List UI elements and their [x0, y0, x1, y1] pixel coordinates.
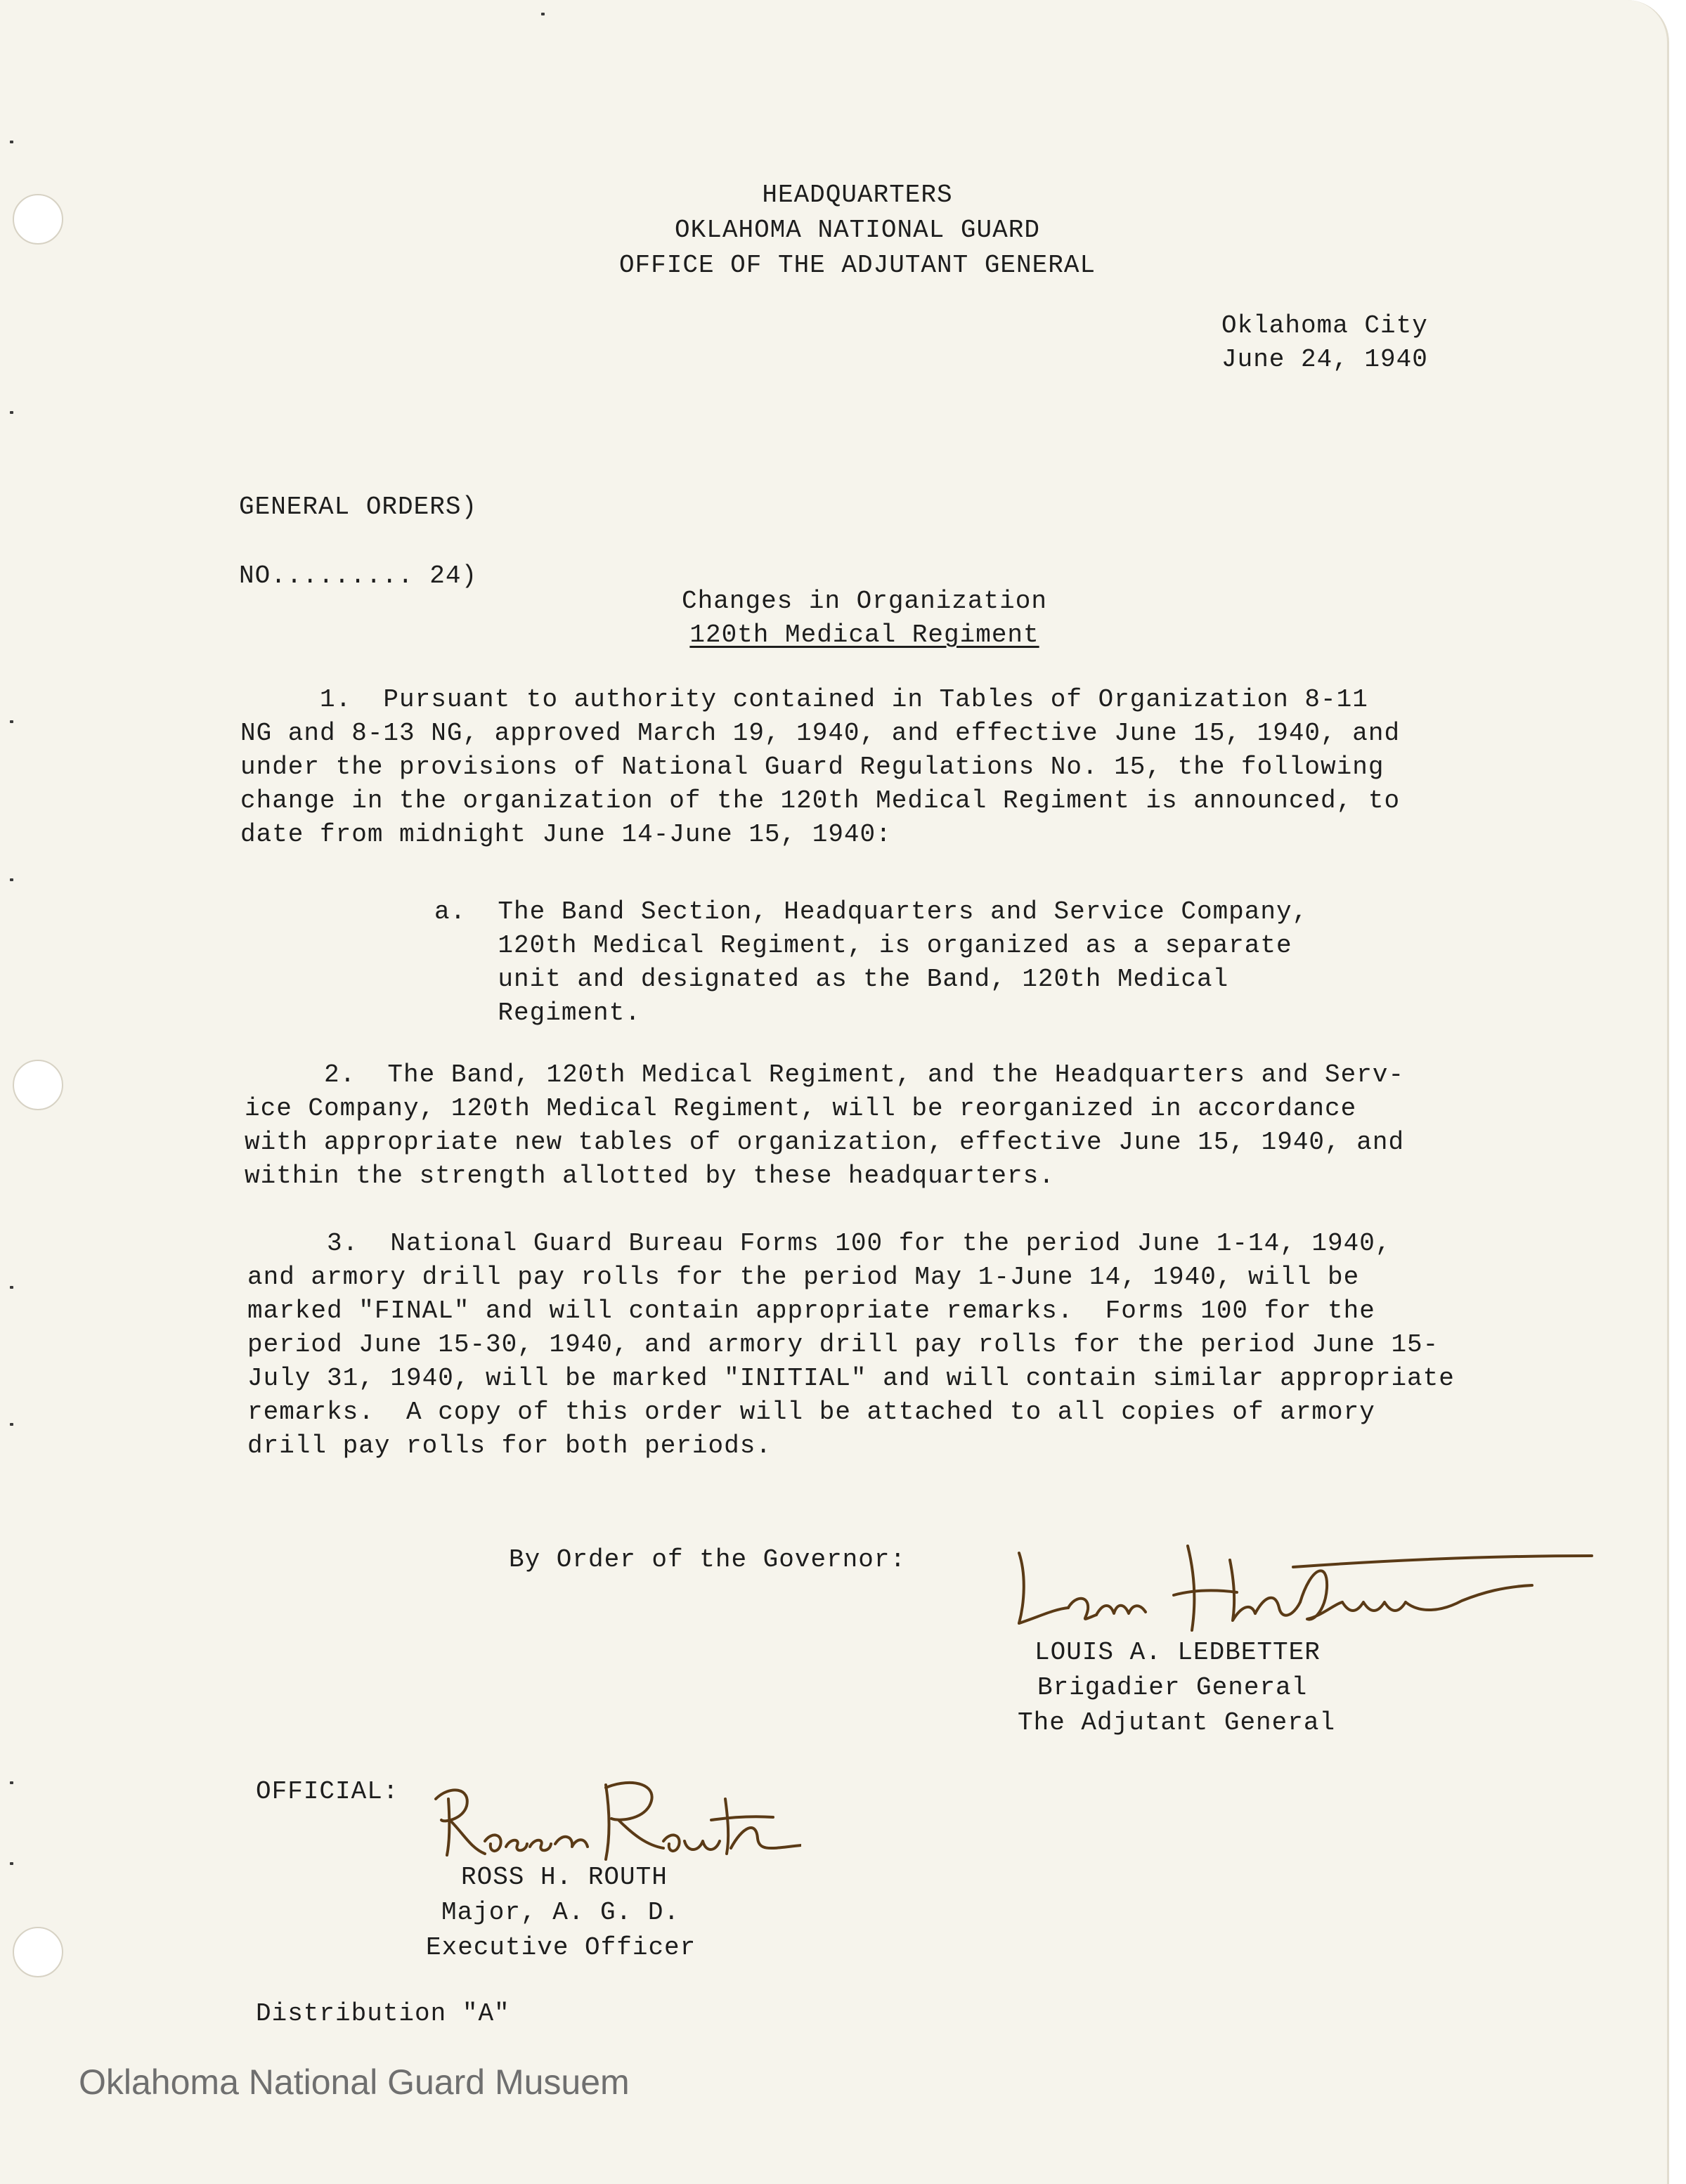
- paragraph-line: 1. Pursuant to authority contained in Tables of Organization 8-11: [240, 685, 1368, 714]
- paragraph-line: ice Company, 120th Medical Regiment, will be reorganized in accordance: [245, 1094, 1357, 1123]
- paragraph-line: and armory drill pay rolls for the period May 1-June 14, 1940, will be: [247, 1263, 1360, 1292]
- paper-speck: [10, 411, 13, 414]
- paper-speck: [10, 141, 13, 143]
- paper-speck: [10, 720, 13, 723]
- paragraph-1: [240, 683, 1400, 852]
- signer2-title: Executive Officer: [426, 1933, 696, 1962]
- paragraph-1a: [434, 895, 1308, 1030]
- punch-hole-top: [13, 194, 63, 245]
- paper-speck: [10, 1423, 13, 1426]
- paragraph-line: unit and designated as the Band, 120th Medical: [434, 965, 1229, 994]
- signer1-rank: Brigadier General: [1037, 1673, 1308, 1702]
- order-date: June 24, 1940: [1221, 345, 1428, 374]
- header-headquarters: HEADQUARTERS: [762, 181, 953, 209]
- paper-speck: [541, 13, 545, 15]
- paper-speck: [10, 878, 13, 881]
- paragraph-line: remarks. A copy of this order will be attached to all copies of armory: [247, 1398, 1375, 1426]
- routh-signature: [422, 1771, 801, 1869]
- subject-line-1: Changes in Organization: [682, 587, 1047, 616]
- paragraph-line: 3. National Guard Bureau Forms 100 for the period June 1-14, 1940,: [247, 1229, 1392, 1258]
- paragraph-line: 2. The Band, 120th Medical Regiment, and the Headquarters and Serv-: [245, 1060, 1405, 1089]
- place-city: Oklahoma City: [1221, 311, 1428, 340]
- paragraph-line: under the provisions of National Guard Regulations No. 15, the following: [240, 753, 1385, 781]
- paragraph-line: NG and 8-13 NG, approved March 19, 1940, and effective June 15, 1940, and: [240, 719, 1401, 748]
- museum-watermark: Oklahoma National Guard Musuem: [79, 2062, 630, 2102]
- paragraph-line: period June 15-30, 1940, and armory drill pay rolls for the period June 15-: [247, 1330, 1439, 1359]
- order-number: NO......... 24): [239, 561, 478, 590]
- paragraph-line: date from midnight June 14-June 15, 1940:: [240, 820, 892, 849]
- by-order-line: By Order of the Governor:: [509, 1545, 907, 1574]
- paragraph-line: a. The Band Section, Headquarters and Service Company,: [434, 897, 1309, 926]
- punch-hole-middle: [13, 1060, 63, 1110]
- punch-hole-bottom: [13, 1927, 63, 1977]
- paragraph-line: within the strength allotted by these headquarters.: [245, 1162, 1055, 1190]
- paragraph-line: July 31, 1940, will be marked "INITIAL" and will contain similar appropriate: [247, 1364, 1455, 1393]
- paragraph-line: marked "FINAL" and will contain appropriate remarks. Forms 100 for the: [247, 1296, 1375, 1325]
- general-orders-label: GENERAL ORDERS): [239, 493, 478, 521]
- paragraph-2: [245, 1058, 1404, 1193]
- paper-speck: [10, 1781, 13, 1784]
- signer2-rank: Major, A. G. D.: [441, 1898, 680, 1927]
- paragraph-line: with appropriate new tables of organization, effective June 15, 1940, and: [245, 1128, 1405, 1157]
- paragraph-line: 120th Medical Regiment, is organized as a separate: [434, 931, 1292, 960]
- paper-speck: [10, 1862, 13, 1865]
- signer2-name: ROSS H. ROUTH: [461, 1863, 668, 1892]
- paragraph-line: change in the organization of the 120th Medical Regiment is announced, to: [240, 786, 1401, 815]
- paper-speck: [10, 1286, 13, 1289]
- header-office: OFFICE OF THE ADJUTANT GENERAL: [618, 251, 1096, 280]
- official-label: OFFICIAL:: [256, 1777, 399, 1806]
- paragraph-line: drill pay rolls for both periods.: [247, 1431, 772, 1460]
- paragraph-3: [247, 1227, 1455, 1463]
- paragraph-line: Regiment.: [434, 999, 641, 1027]
- ledbetter-signature: [998, 1525, 1602, 1644]
- signer1-title: The Adjutant General: [1018, 1708, 1336, 1737]
- header-unit: OKLAHOMA NATIONAL GUARD: [675, 216, 1040, 245]
- subject-line-2: 120th Medical Regiment: [689, 620, 1039, 649]
- distribution-line: Distribution "A": [256, 1999, 510, 2028]
- signer1-name: LOUIS A. LEDBETTER: [1035, 1638, 1321, 1667]
